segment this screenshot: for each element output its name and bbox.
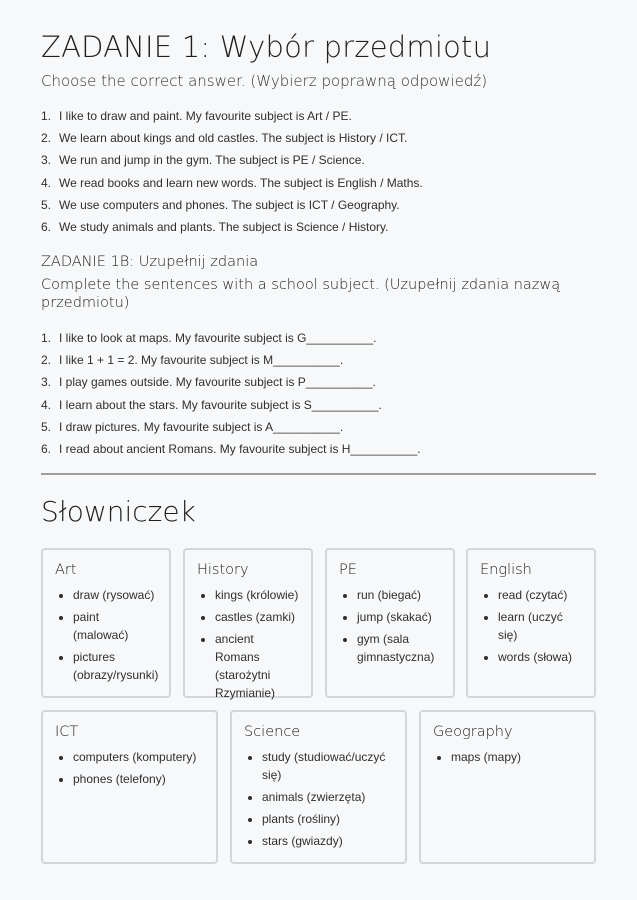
card-title: Art <box>55 562 77 578</box>
glossary-card-pe <box>325 548 455 698</box>
list-item: 5. I draw pictures. My favourite subject is A__________. <box>41 419 344 434</box>
list-item: 1. I like to draw and paint. My favourite subject is Art / PE. <box>41 109 352 123</box>
list-item: 6. I read about ancient Romans. My favourite subject is H__________. <box>41 441 421 456</box>
list-item: • study (studiować/uczyć się) <box>262 748 393 784</box>
task1b-list <box>41 329 421 462</box>
list-item: • stars (gwiazdy) <box>262 832 393 850</box>
list-item: • phones (telefony) <box>73 770 204 788</box>
list-item: • words (słowa) <box>498 648 582 666</box>
list-item: 2. We learn about kings and old castles. The subject is History / ICT. <box>41 131 408 146</box>
task1-list <box>41 107 423 240</box>
task1b-instruction: Complete the sentences with a school subject. (Uzupełnij zdania nazwą przedmiotu) <box>41 277 561 311</box>
task1-instruction: Choose the correct answer. (Wybierz poprawną odpowiedź) <box>41 72 488 90</box>
list-item: • read (czytać) <box>498 586 582 604</box>
glossary-card-geography <box>419 710 596 864</box>
glossary-card-history <box>183 548 313 698</box>
card-title: Science <box>244 724 301 740</box>
card-title: History <box>197 562 249 578</box>
list-item: • paint (malować) <box>73 608 157 644</box>
glossary-card-english <box>466 548 596 698</box>
card-title: PE <box>339 562 357 578</box>
list-item: 1. I like to look at maps. My favourite subject is G__________. <box>41 331 377 345</box>
section-divider <box>41 473 596 475</box>
list-item: 4. We read books and learn new words. The subject is English / Maths. <box>41 175 423 190</box>
list-item: 3. We run and jump in the gym. The subject is PE / Science. <box>41 153 365 168</box>
card-title: Geography <box>433 724 513 740</box>
list-item: • maps (mapy) <box>451 748 582 766</box>
list-item: • kings (królowie) <box>215 586 299 604</box>
list-item: 3. I play games outside. My favourite subject is P__________. <box>41 375 376 390</box>
list-item: 4. I learn about the stars. My favourite subject is S__________. <box>41 397 382 412</box>
list-item: • computers (komputery) <box>73 748 204 766</box>
list-item: • castles (zamki) <box>215 608 299 626</box>
list-item: 6. We study animals and plants. The subject is Science / History. <box>41 219 389 234</box>
list-item: • run (biegać) <box>357 586 441 604</box>
list-item: 5. We use computers and phones. The subject is ICT / Geography. <box>41 197 400 212</box>
card-title: English <box>480 562 532 578</box>
task1-title: ZADANIE 1: Wybór przedmiotu <box>41 30 492 64</box>
glossary-card-art <box>41 548 171 698</box>
card-title: ICT <box>55 724 79 740</box>
list-item: • ancient Romans (starożytni Rzymianie) <box>215 630 299 702</box>
list-item: • gym (sala gimnastyczna) <box>357 630 441 666</box>
list-item: • learn (uczyć się) <box>498 608 582 644</box>
glossary-card-ict <box>41 710 218 864</box>
list-item: • pictures (obrazy/rysunki) <box>73 648 157 684</box>
glossary-title: Słowniczek <box>41 495 196 528</box>
glossary-card-science <box>230 710 407 864</box>
list-item: • jump (skakać) <box>357 608 441 626</box>
list-item: • animals (zwierzęta) <box>262 788 393 806</box>
list-item: • draw (rysować) <box>73 586 157 604</box>
task1b-title: ZADANIE 1B: Uzupełnij zdania <box>41 254 259 270</box>
list-item: 2. I like 1 + 1 = 2. My favourite subject is M__________. <box>41 353 344 368</box>
list-item: • plants (rośliny) <box>262 810 393 828</box>
